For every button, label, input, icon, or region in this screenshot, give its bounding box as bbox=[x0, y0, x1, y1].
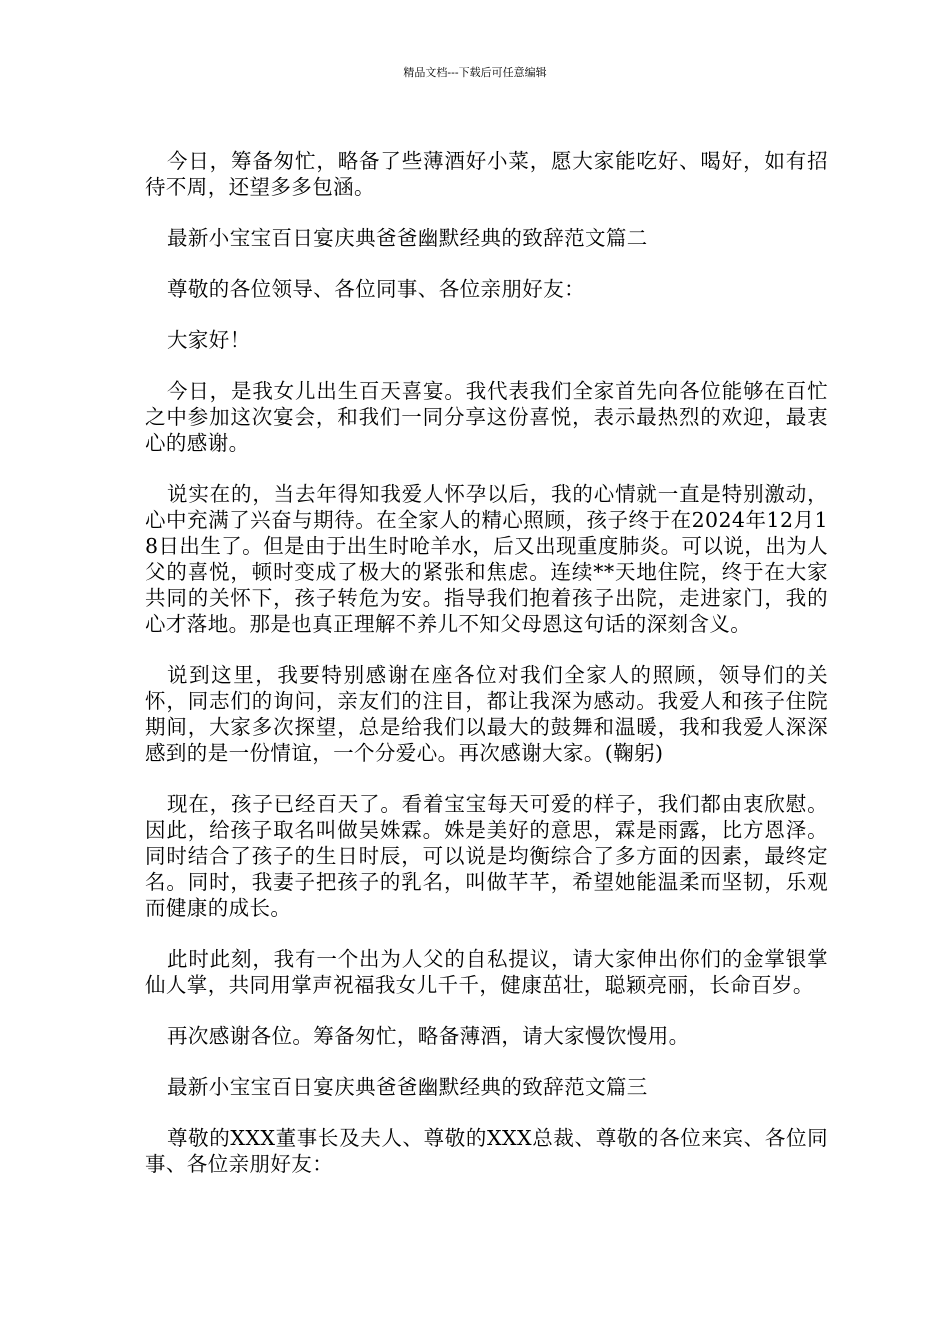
paragraph-naming: 现在，孩子已经百天了。看着宝宝每天可爱的样子，我们都由衷欣慰。因此，给孩子取名叫做吴姝霖。姝是美好的意思，霖是雨露，比方恩泽。同时结合了孩子的生日时辰，可以说是均衡综合了多方面的因素，最终定名。同时，我妻子把孩子的乳名，叫做芊芊，希望她能温柔而坚韧，乐观而健康的成长。 bbox=[145, 792, 828, 920]
paragraph-thanks: 说到这里，我要特别感谢在座各位对我们全家人的照顾，领导们的关怀，同志们的询问，亲友们的注目，都让我深为感动。我爱人和孩子住院期间，大家多次探望，总是给我们以最大的鼓舞和温暖，我和我爱人深深感到的是一份情谊，一个分爱心。再次感谢大家。(鞠躬) bbox=[145, 663, 828, 765]
paragraph-opening-remark: 今日，筹备匆忙，略备了些薄酒好小菜，愿大家能吃好、喝好，如有招待不周，还望多多包涵。 bbox=[145, 149, 828, 199]
page-header: 精品文档---下载后可任意编辑 bbox=[403, 66, 547, 79]
paragraph-birth-story: 说实在的，当去年得知我爱人怀孕以后，我的心情就一直是特别激动，心中充满了兴奋与期待。在全家人的精心照顾，孩子终于在2024年12月18日出生了。但是由于出生时呛羊水，后又出现重度肺炎。可以说，出为人父的喜悦，顿时变成了极大的紧张和焦虑。连续**天地住院，终于在大家共同的关怀下，孩子转危为安。指导我们抱着孩子出院，走进家门，我的心才落地。那是也真正理解不养儿不知父母恩这句话的深刻含义。 bbox=[145, 482, 828, 636]
salutation-part-three: 尊敬的XXX董事长及夫人、尊敬的XXX总裁、尊敬的各位来宾、各位同事、各位亲朋好友： bbox=[145, 1126, 828, 1176]
document-body bbox=[145, 148, 828, 1202]
section-title-part-three: 最新小宝宝百日宴庆典爸爸幽默经典的致辞范文篇三 bbox=[167, 1075, 648, 1099]
paragraph-welcome: 今日，是我女儿出生百天喜宴。我代表我们全家首先向各位能够在百忙之中参加这次宴会，和我们一同分享这份喜悦，表示最热烈的欢迎，最衷心的感谢。 bbox=[145, 379, 828, 455]
paragraph-closing: 再次感谢各位。筹备匆忙，略备薄酒，请大家慢饮慢用。 bbox=[167, 1024, 690, 1048]
salutation: 尊敬的各位领导、各位同事、各位亲朋好友： bbox=[167, 277, 585, 301]
section-title-part-two: 最新小宝宝百日宴庆典爸爸幽默经典的致辞范文篇二 bbox=[167, 226, 648, 250]
paragraph-blessing: 此时此刻，我有一个出为人父的自私提议，请大家伸出你们的金掌银掌仙人掌，共同用掌声祝福我女儿千千，健康茁壮，聪颖亮丽，长命百岁。 bbox=[145, 947, 828, 997]
greeting: 大家好！ bbox=[167, 328, 251, 352]
